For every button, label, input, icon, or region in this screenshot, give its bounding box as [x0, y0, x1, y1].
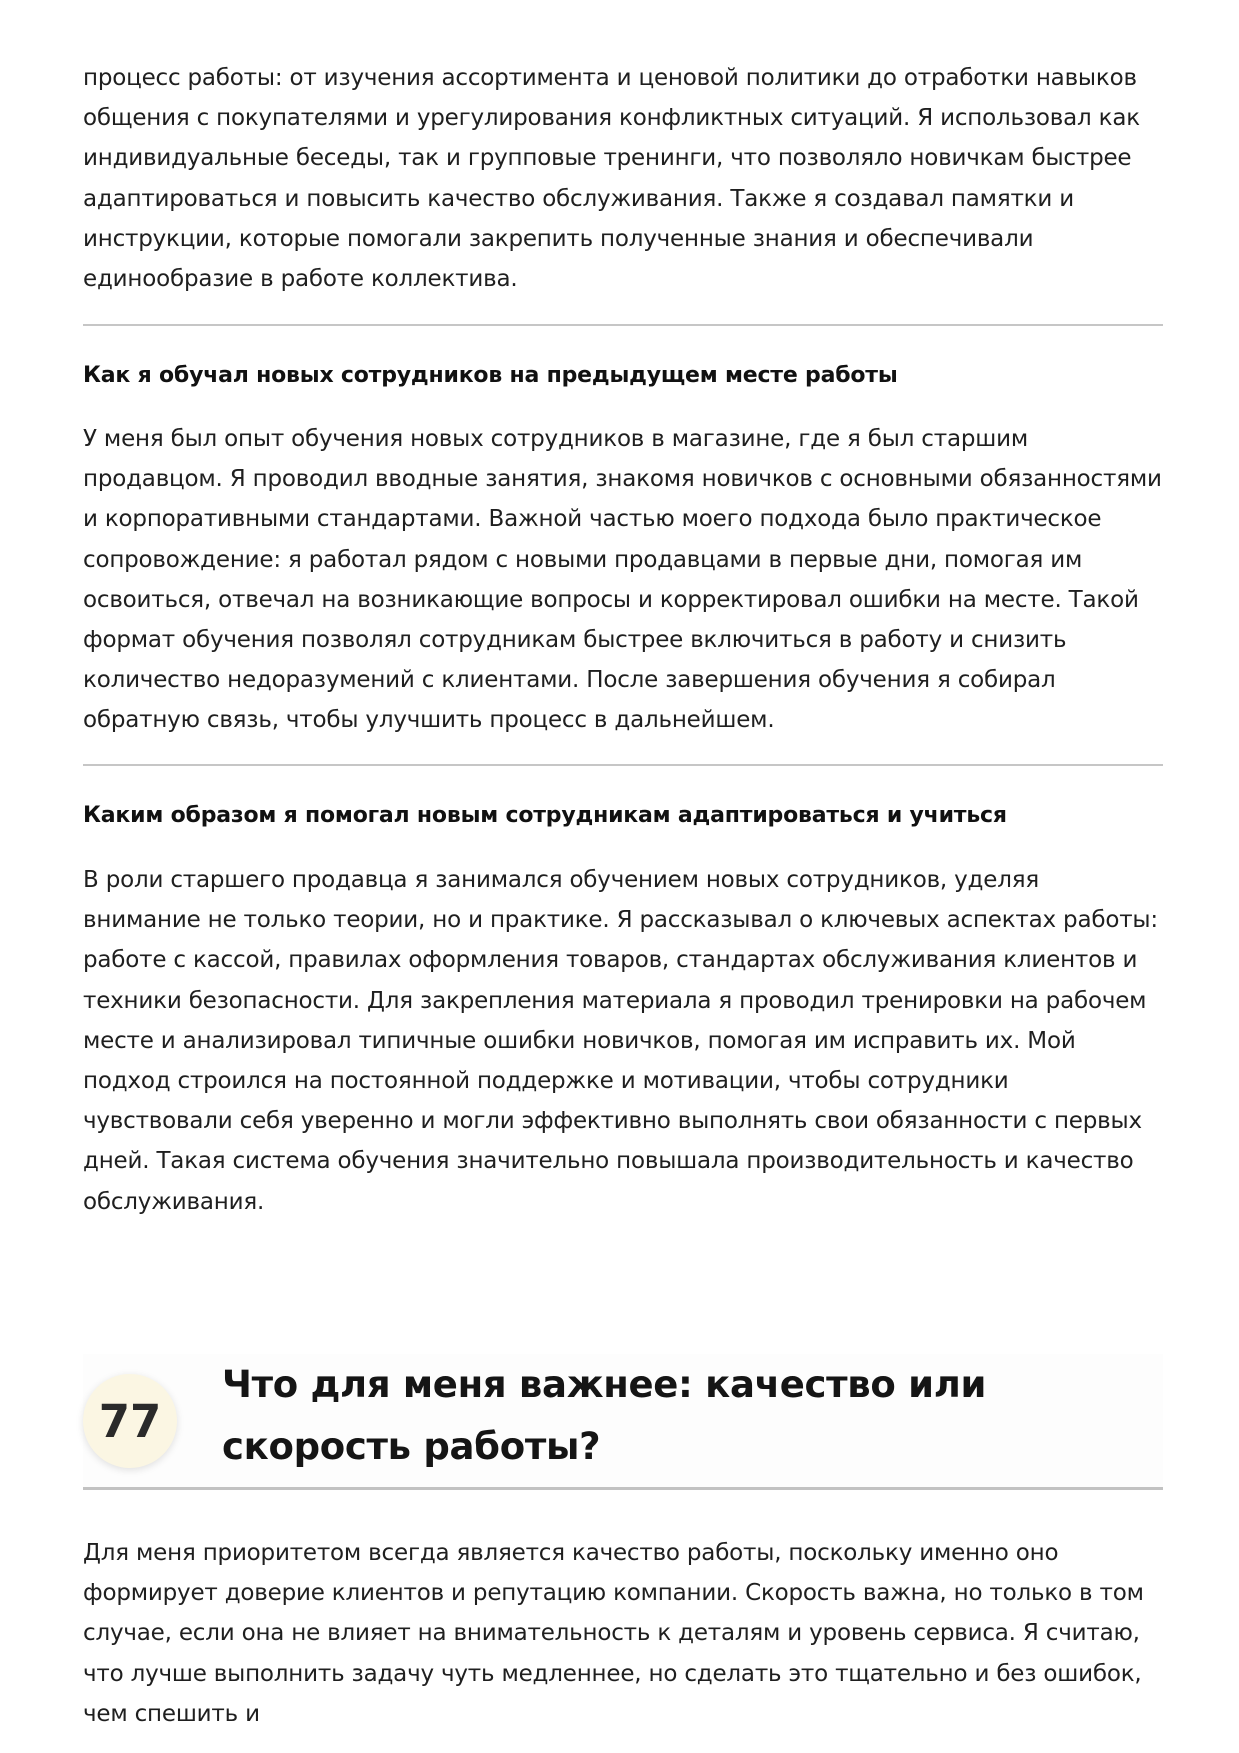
- question-header: [83, 1354, 1163, 1490]
- intro-paragraph: процесс работы: от изучения ассортимента и ценовой политики до отработки навыков общения с покупателями и урегулирования конфликтных ситуаций. Я использовал как индивидуальные беседы, так и групповые тренинги, что позволяло новичкам быстрее адаптироваться и повысить качество обслуживания. Также я создавал памятки и инструкции, которые помогали закрепить полученные знания и обеспечивали единообразие в работе коллектива.: [83, 65, 1140, 293]
- section-paragraph: В роли старшего продавца я занимался обучением новых сотрудников, уделяя внимание не только теории, но и практике. Я рассказывал о ключевых аспектах работы: работе с кассой, правилах оформления товаров, стандартах обслуживания клиентов и техники безопасности. Для закрепления материала я проводил тренировки на рабочем месте и анализировал типичные ошибки новичков, помогая им исправить их. Мой подход строился на постоянной поддержке и мотивации, чтобы сотрудники чувствовали себя уверенно и могли эффективно выполнять свои обязанности с первых дней. Такая система обучения значительно повышала производительность и качество обслуживания.: [83, 867, 1158, 1215]
- question-number-badge: 77: [83, 1374, 177, 1468]
- answer-paragraph: Для меня приоритетом всегда является качество работы, поскольку именно оно формирует доверие клиентов и репутацию компании. Скорость важна, но только в том случае, если она не влияет на внимательность к деталям и уровень сервиса. Я считаю, что лучше выполнить задачу чуть медленнее, но сделать это тщательно и без ошибок, чем спешить и: [83, 1540, 1144, 1727]
- section-paragraph: У меня был опыт обучения новых сотрудников в магазине, где я был старшим продавцом. Я проводил вводные занятия, знакомя новичков с основными обязанностями и корпоративными стандартами. Важной частью моего подхода было практическое сопровождение: я работал рядом с новыми продавцами в первые дни, помогая им освоиться, отвечал на возникающие вопросы и корректировал ошибки на месте. Такой формат обучения позволял сотрудникам быстрее включиться в работу и снизить количество недоразумений с клиентами. После завершения обучения я собирал обратную связь, чтобы улучшить процесс в дальнейшем.: [83, 426, 1162, 734]
- section-heading: Как я обучал новых сотрудников на предыдущем месте работы: [83, 363, 898, 388]
- section-heading: Каким образом я помогал новым сотрудникам адаптироваться и учиться: [83, 803, 1007, 828]
- section-divider: [83, 764, 1163, 766]
- question-title: Что для меня важнее: качество или скорость работы?: [222, 1363, 987, 1468]
- section-divider: [83, 324, 1163, 326]
